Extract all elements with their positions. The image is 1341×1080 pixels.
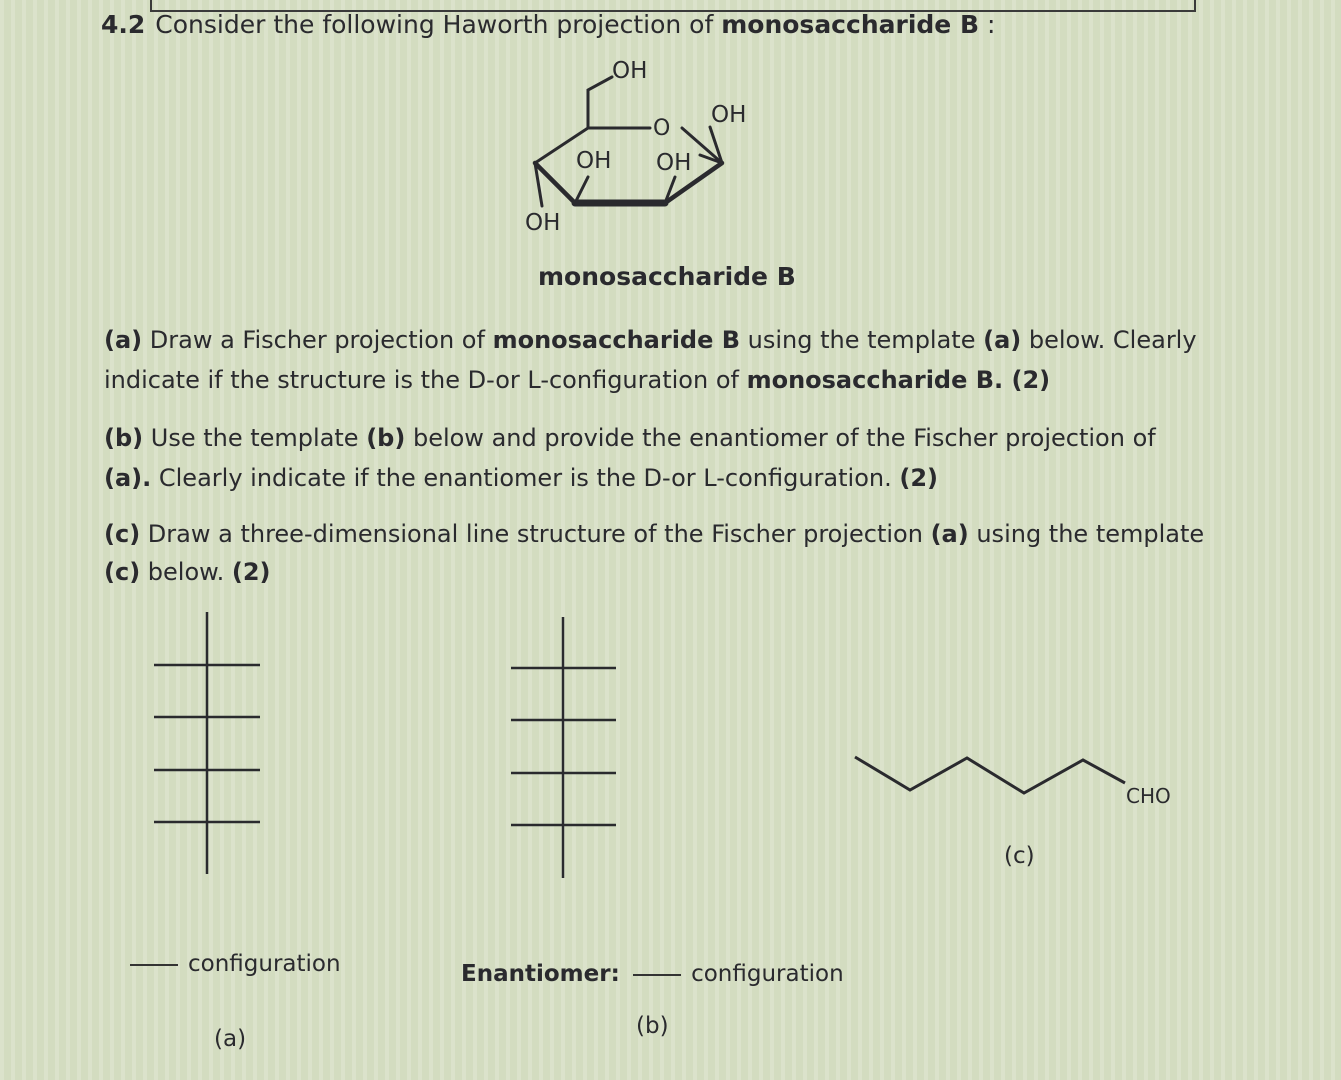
question-colon: : <box>979 10 996 39</box>
label-ring-oxygen: O <box>653 116 671 141</box>
part-c-line-2: (c) below. (2) <box>104 558 271 586</box>
template-c-caption: (c) <box>1004 843 1035 869</box>
part-b-label: (b) <box>104 424 144 452</box>
label-c2-oh: OH <box>656 150 692 176</box>
config-b-label: configuration <box>691 961 844 987</box>
fischer-template-b <box>511 617 616 878</box>
part-a-line-1: (a) Draw a Fischer projection of monosaccharide B using the template (a) below. Clearly <box>104 326 1197 354</box>
zigzag-template-c <box>855 757 1125 793</box>
config-a-blank[interactable] <box>130 964 178 966</box>
config-b <box>461 961 844 987</box>
label-cho: CHO <box>1126 784 1171 808</box>
part-c-line-1: (c) Draw a three-dimensional line structure of the Fischer projection (a) using the template <box>104 520 1205 548</box>
part-b-line-2: (a). Clearly indicate if the enantiomer is the D-or L-configuration. (2) <box>104 464 938 492</box>
label-c3-oh: OH <box>576 148 612 174</box>
label-anomeric-oh: OH <box>711 102 747 128</box>
part-a-line-2: indicate if the structure is the D-or L-configuration of monosaccharide B. (2) <box>104 366 1051 394</box>
config-b-blank[interactable] <box>633 974 681 976</box>
c3-oh-bond <box>575 177 588 203</box>
haworth-projection <box>535 77 722 206</box>
question-number: 4.2 <box>101 10 146 39</box>
part-b-line-1: (b) Use the template (b) below and provide the enantiomer of the Fischer projection of <box>104 424 1156 452</box>
fischer-template-a <box>154 612 260 874</box>
ch2oh-bond <box>588 77 612 128</box>
template-b-caption: (b) <box>636 1013 669 1039</box>
config-a <box>130 951 341 977</box>
structure-caption: monosaccharide B <box>538 262 796 291</box>
part-c-label: (c) <box>104 520 141 548</box>
question-intro: Consider the following Haworth projection of <box>155 10 714 39</box>
label-top-oh: OH <box>612 58 648 84</box>
enantiomer-label: Enantiomer: <box>461 961 620 987</box>
config-a-label: configuration <box>188 951 341 977</box>
question-subject: monosaccharide B <box>721 10 979 39</box>
template-a-caption: (a) <box>214 1026 247 1052</box>
part-a-label: (a) <box>104 326 143 354</box>
label-c4-oh: OH <box>525 210 561 236</box>
